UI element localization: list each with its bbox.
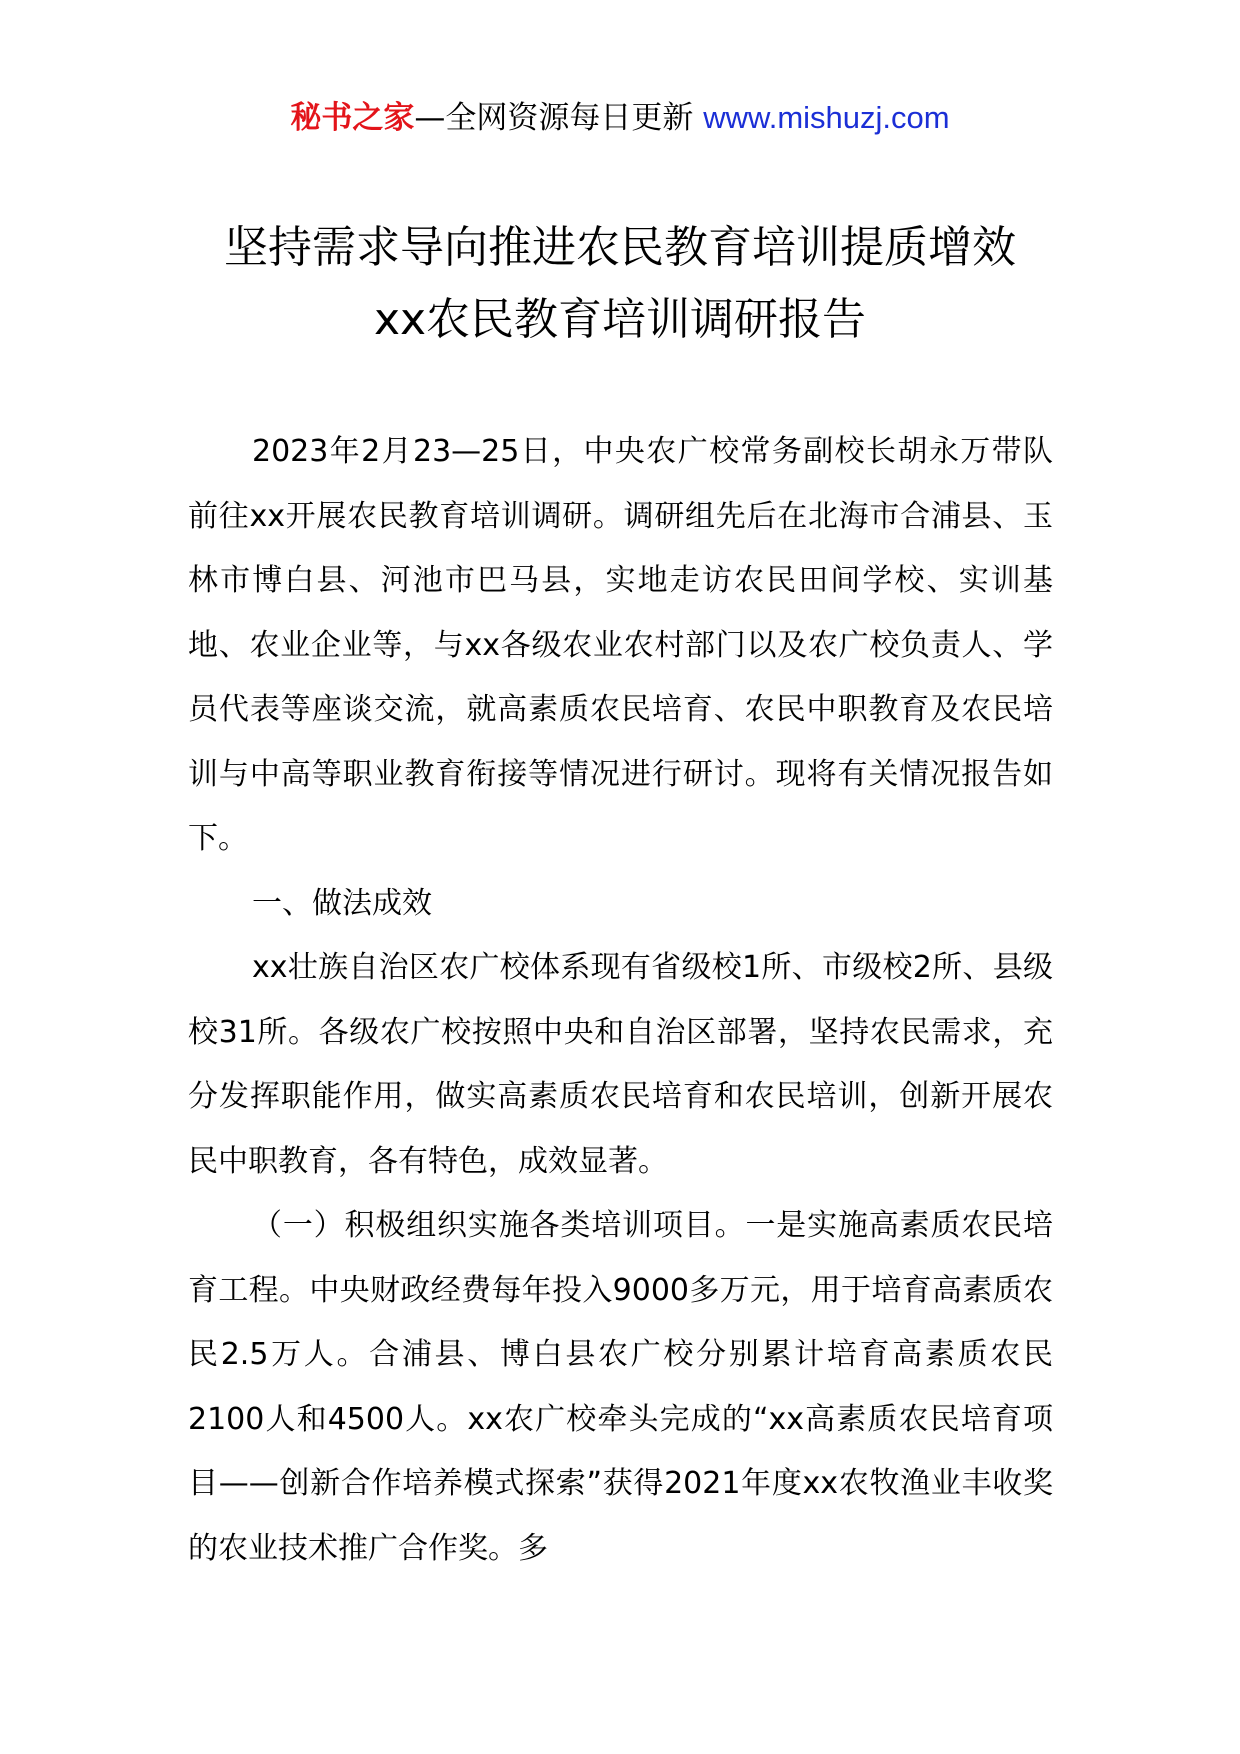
section-heading: 一、做法成效 — [252, 885, 432, 921]
brand-slogan: —全网资源每日更新 — [414, 100, 694, 136]
paragraph-overview: xx壮族自治区农广校体系现有省级校1所、市级校2所、县级校31所。各级农广校按照中央和自治区部署，坚持农民需求，充分发挥职能作用，做实高素质农民培育和农民培训，创新开展农民中职教育，各有特色，成效显著。 — [188, 950, 1053, 1179]
paragraph-training-projects: （一）积极组织实施各类培训项目。一是实施高素质农民培育工程。中央财政经费每年投入9000多万元，用于培育高素质农民2.5万人。合浦县、博白县农广校分别累计培育高素质农民2100人和4500人。xx农广校牵头完成的“xx高素质农民培育项目——创新合作培养模式探索”获得2021年度xx农牧渔业丰收奖的农业技术推广合作奖。多 — [188, 1208, 1053, 1566]
brand-name: 秘书之家 — [290, 100, 415, 136]
site-url-link[interactable]: www.mishuzj.com — [703, 100, 950, 135]
document-body — [188, 420, 1053, 1581]
site-banner — [0, 98, 1240, 138]
paragraph-intro: 2023年2月23—25日，中央农广校常务副校长胡永万带队前往xx开展农民教育培训调研。调研组先后在北海市合浦县、玉林市博白县、河池市巴马县，实地走访农民田间学校、实训基地、农业企业等，与xx各级农业农村部门以及农广校负责人、学员代表等座谈交流，就高素质农民培育、农民中职教育及农民培训与中高等职业教育衔接等情况进行研讨。现将有关情况报告如下。 — [188, 434, 1053, 856]
document-title: 坚持需求导向推进农民教育培训提质增效 — [224, 222, 1016, 273]
document-subtitle: xx农民教育培训调研报告 — [373, 294, 867, 345]
